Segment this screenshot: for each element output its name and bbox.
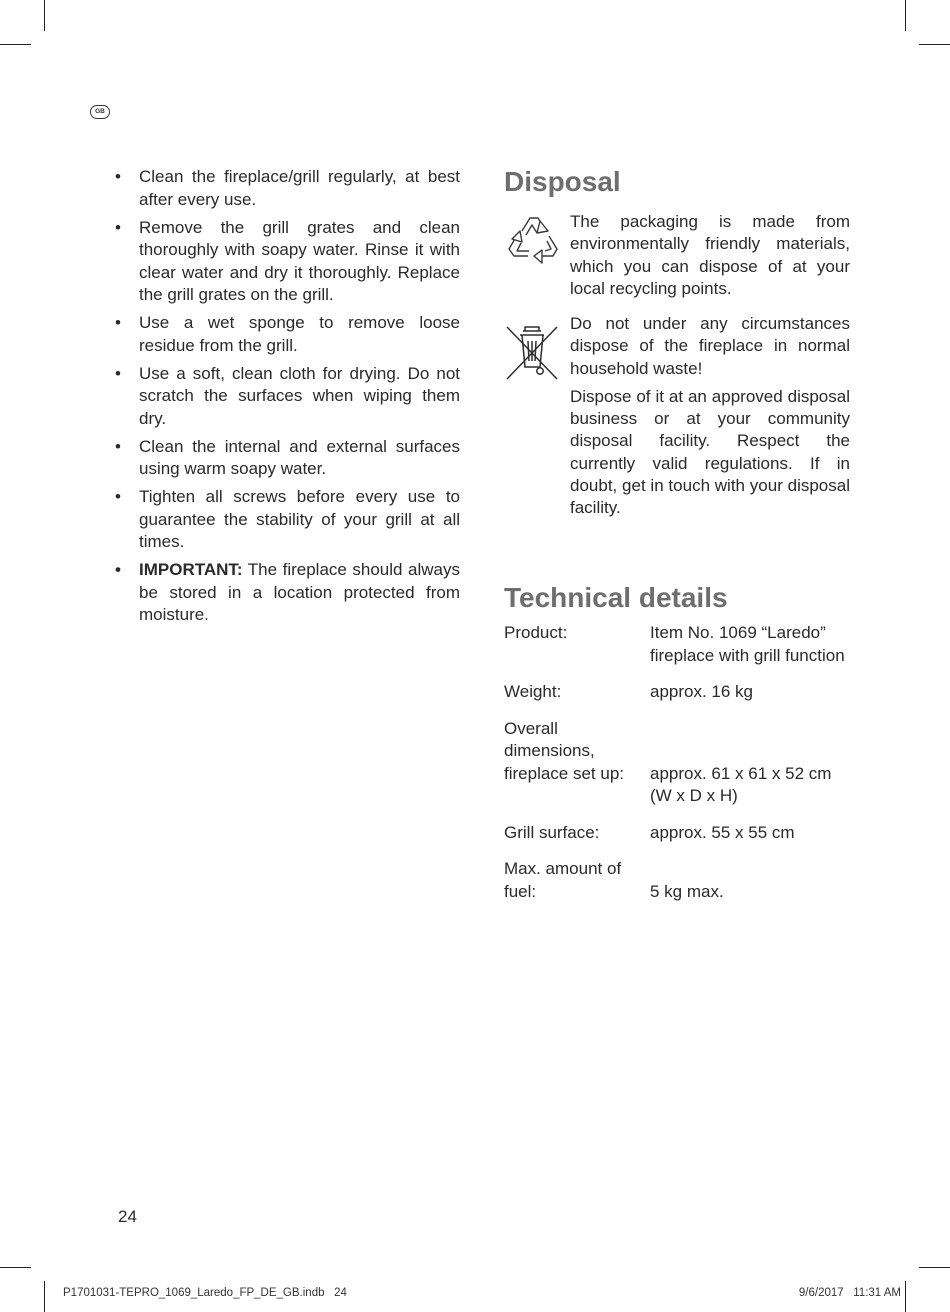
warning-text: Do not under any circumstances dispose of the fireplace in normal household waste!	[570, 314, 850, 378]
recycling-symbol-icon	[504, 211, 562, 276]
crop-mark	[44, 1281, 45, 1312]
spec-value: Item No. 1069 “Laredo” fireplace with grill function	[650, 623, 845, 665]
list-item-text: Remove the grill grates and clean thoroughly with soapy water. Rinse it with clear water and dry it thoroughly. Replace the grill grates on the grill.	[139, 217, 460, 304]
spec-value: approx. 55 x 55 cm	[650, 822, 795, 842]
page-number: 24	[118, 1207, 137, 1226]
spec-label: Weight:	[504, 682, 562, 701]
print-file-name	[63, 1287, 347, 1299]
spec-label: Product:	[504, 623, 568, 642]
technical-table	[504, 622, 854, 903]
table-row	[504, 858, 854, 903]
list-item	[112, 486, 460, 554]
crop-mark	[905, 1281, 906, 1312]
care-instructions	[112, 166, 460, 632]
instruction-text: Dispose of it at an approved disposal business or at your community disposal facility. Respect the currently valid regulations. If in doubt, get in touch with your disposal facility.	[570, 386, 850, 518]
bullet: •	[115, 167, 121, 186]
print-timestamp	[799, 1287, 901, 1299]
table-row	[504, 718, 854, 808]
spec-label: Grill surface:	[504, 822, 600, 842]
table-row	[504, 822, 854, 845]
bullet: •	[115, 217, 121, 237]
bullet: •	[115, 363, 121, 383]
bullet: •	[115, 436, 121, 456]
spec-value: approx. 16 kg	[650, 682, 754, 701]
country-badge: GB	[90, 105, 110, 119]
spec-value: 5 kg max.	[650, 881, 724, 901]
list-item-text: Use a wet sponge to remove loose residue from the grill.	[139, 313, 460, 355]
spec-value: approx. 61 x 61 x 52 cm (W x D x H)	[650, 763, 832, 805]
list-item	[112, 217, 460, 307]
crop-mark	[44, 0, 45, 31]
bullet: •	[115, 487, 121, 506]
spec-label: Overall dimensions, fireplace set up:	[504, 718, 625, 783]
table-row	[504, 622, 854, 667]
disposal-heading: Disposal	[504, 166, 621, 197]
list-item-important	[112, 559, 460, 627]
bullet: •	[115, 313, 121, 332]
bullet: •	[115, 560, 121, 579]
list-item	[112, 436, 460, 481]
print-file-name-text: P1701031-TEPRO_1069_Laredo_FP_DE_GB.indb 24	[63, 1287, 347, 1299]
table-row	[504, 681, 854, 704]
important-label: IMPORTANT:	[139, 560, 243, 579]
list-item	[112, 363, 460, 431]
technical-heading: Technical details	[504, 582, 728, 613]
crossed-out-wheelie-bin-icon	[504, 319, 560, 386]
crop-mark	[905, 0, 906, 31]
list-item-text: Tighten all screws before every use to guarantee the stability of your grill at all times.	[139, 487, 460, 551]
packaging-text: The packaging is made from environmentally friendly materials, which you can dispose of at your local recycling points.	[570, 212, 850, 298]
list-item-text: Clean the internal and external surfaces using warm soapy water.	[139, 436, 460, 478]
crop-mark	[919, 1267, 950, 1268]
crop-mark	[0, 1267, 31, 1268]
list-item-text: Use a soft, clean cloth for drying. Do not scratch the surfaces when wiping them dry.	[139, 363, 460, 428]
list-item-text: Clean the fireplace/grill regularly, at best after every use.	[139, 167, 460, 209]
spec-label: Max. amount of fuel:	[504, 859, 622, 901]
list-item-text: The fireplace should always be stored in a location protected from moisture.	[139, 560, 460, 624]
care-list	[112, 166, 460, 627]
weee-block	[504, 313, 850, 526]
packaging-block	[504, 211, 850, 306]
crop-mark	[919, 44, 950, 45]
crop-mark	[0, 44, 31, 45]
list-item	[112, 166, 460, 211]
print-timestamp-text: 9/6/2017 11:31 AM	[798, 1287, 901, 1299]
list-item	[112, 312, 460, 357]
